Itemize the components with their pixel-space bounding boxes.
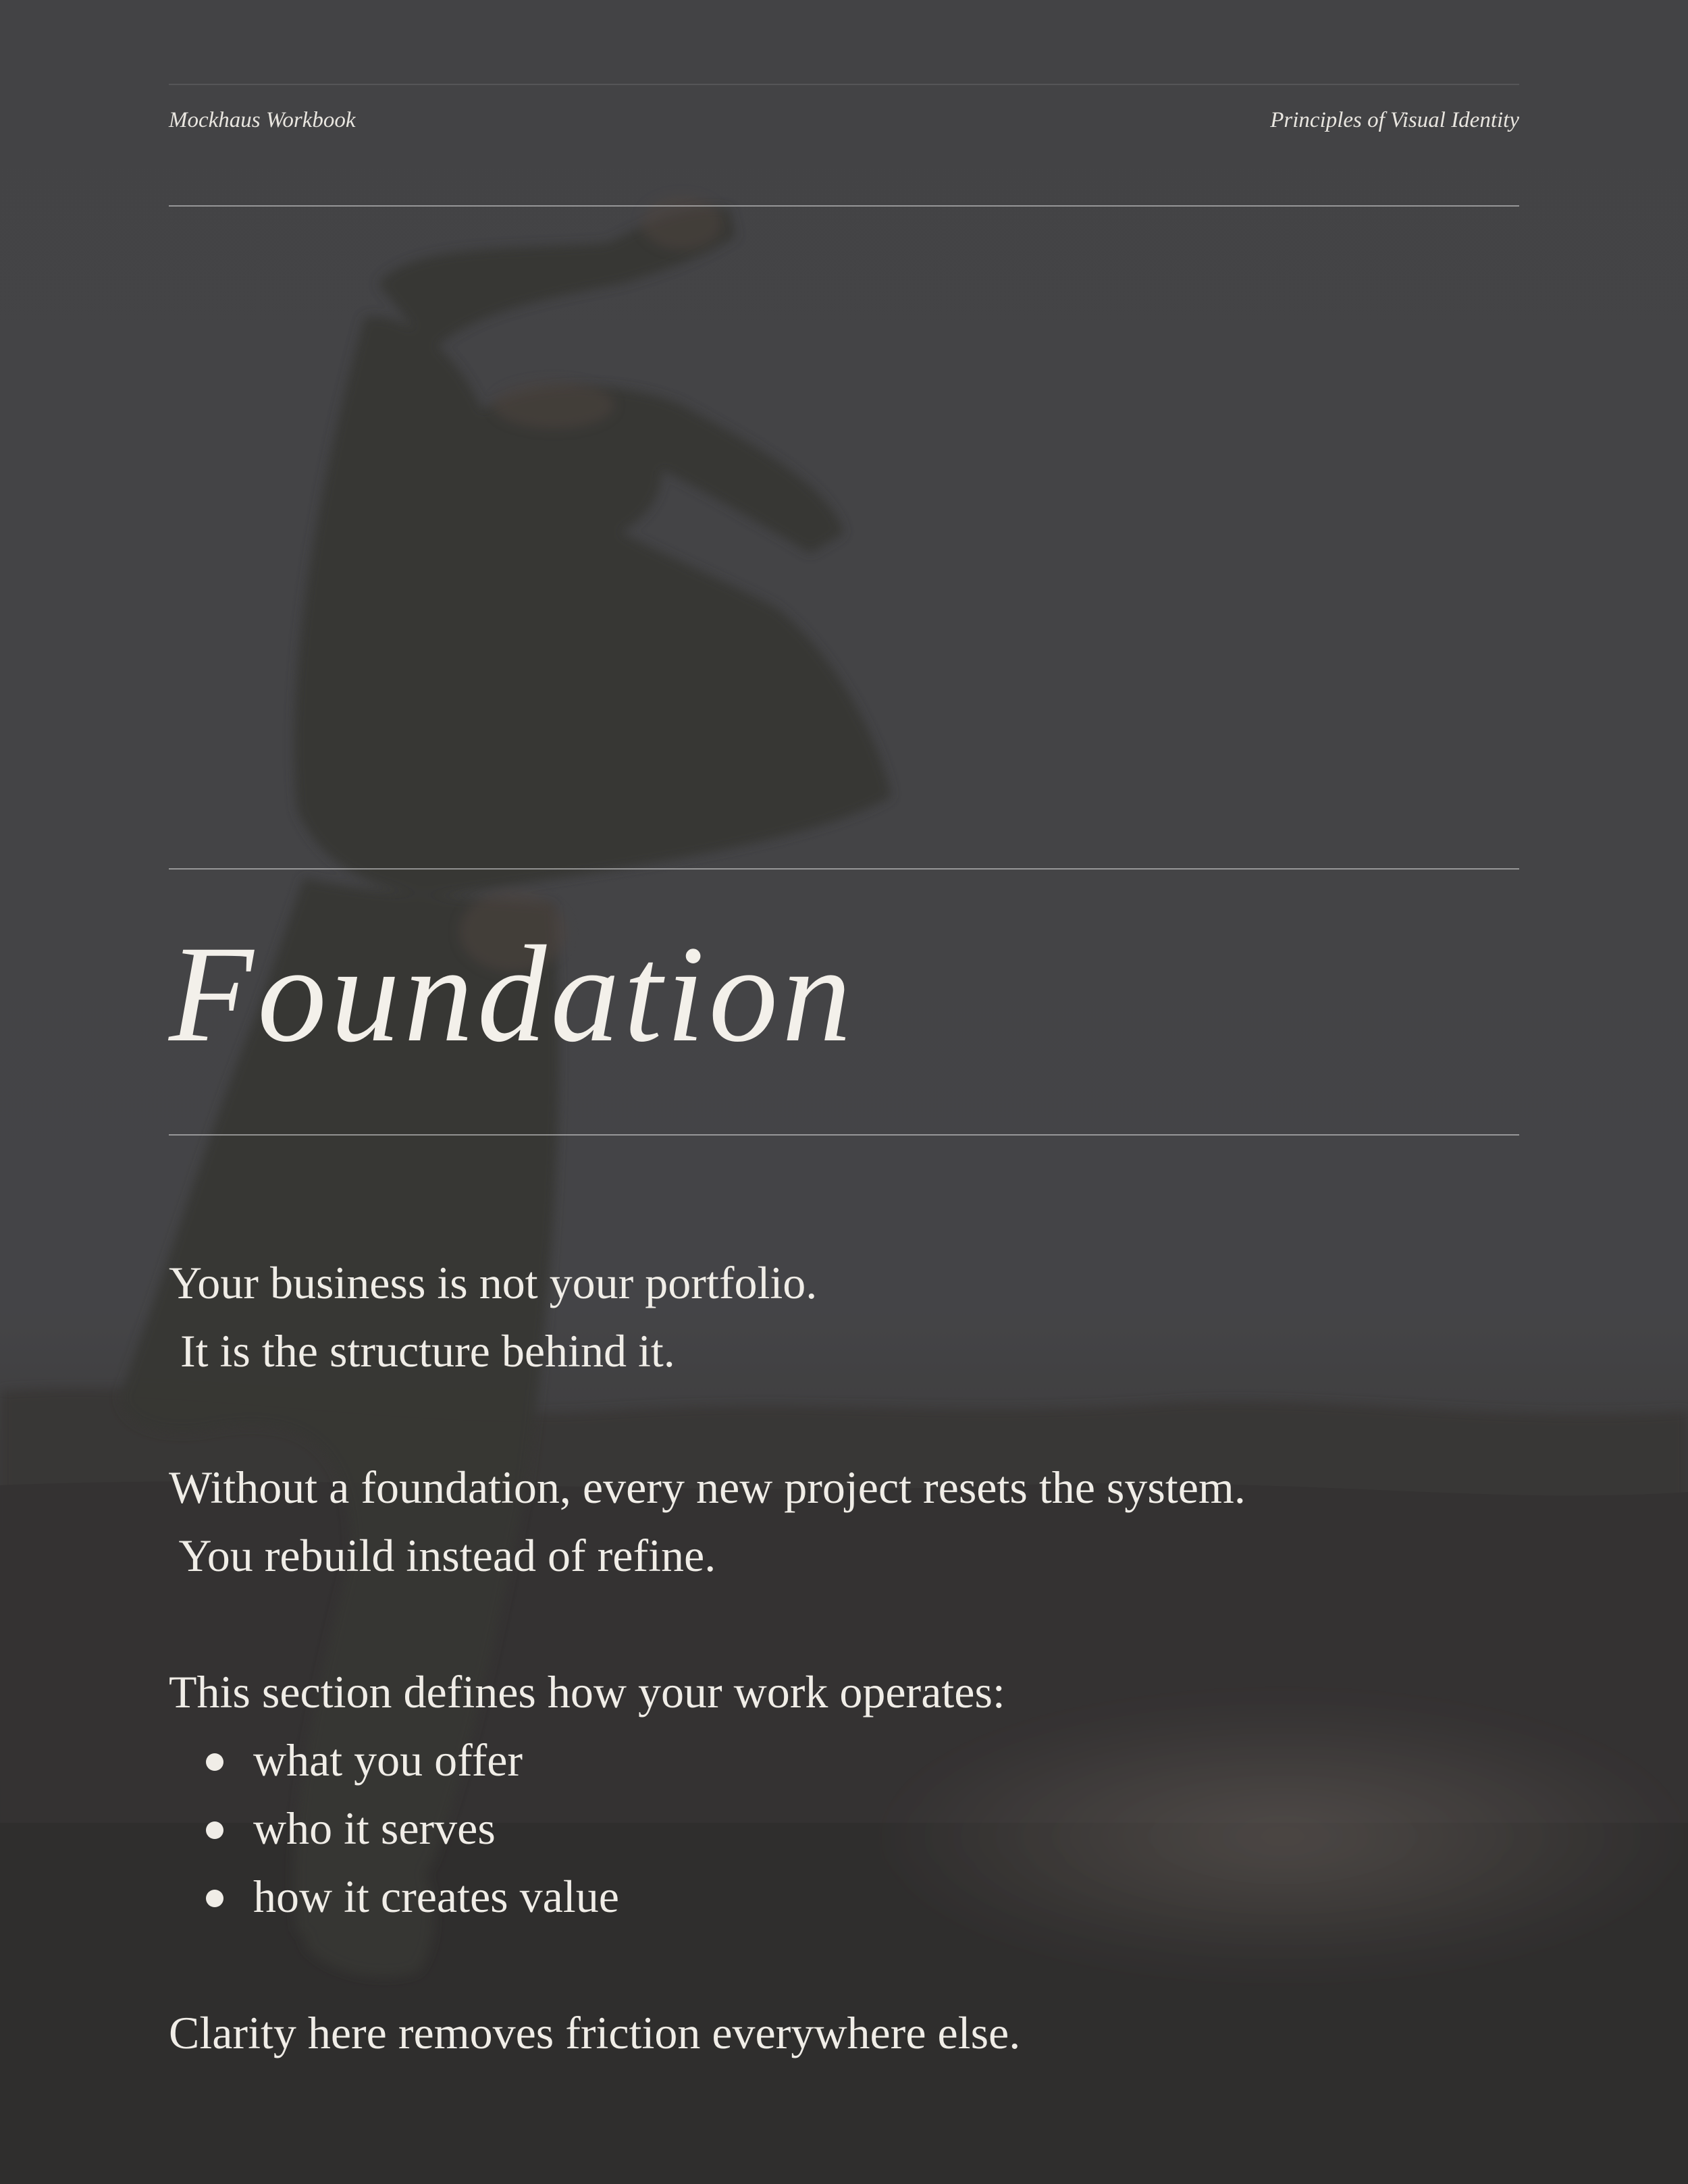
- list-item: [169, 1794, 1519, 1863]
- header-section-name: Principles of Visual Identity: [1270, 108, 1519, 132]
- list-item: [169, 1726, 1519, 1794]
- list-item-text: how it creates value: [253, 1871, 619, 1922]
- bullet-dot-icon: [206, 1753, 223, 1771]
- closing-line: Clarity here removes friction everywhere else.: [169, 2007, 1021, 2058]
- paragraph-2-line-2: You rebuild instead of refine.: [169, 1530, 716, 1581]
- header-workbook-name: Mockhaus Workbook: [169, 108, 356, 132]
- bullet-list: [169, 1726, 1519, 1931]
- body-text: [169, 1249, 1519, 2067]
- header-rule: [169, 205, 1519, 207]
- top-edge-rule: [169, 84, 1519, 85]
- bullet-dot-icon: [206, 1821, 223, 1839]
- paragraph-1-line-1: Your business is not your portfolio.: [169, 1257, 818, 1308]
- bullet-dot-icon: [206, 1890, 223, 1907]
- list-item-text: who it serves: [253, 1803, 496, 1854]
- page-title: Foundation: [169, 917, 855, 1071]
- list-item-text: what you offer: [253, 1734, 523, 1786]
- list-item: [169, 1863, 1519, 1931]
- paragraph-1-line-2: It is the structure behind it.: [169, 1325, 675, 1377]
- paragraph-3-intro: This section defines how your work operates:: [169, 1666, 1005, 1717]
- title-bottom-rule: [169, 1134, 1519, 1136]
- paragraph-2-line-1: Without a foundation, every new project resets the system.: [169, 1462, 1246, 1513]
- title-top-rule: [169, 868, 1519, 870]
